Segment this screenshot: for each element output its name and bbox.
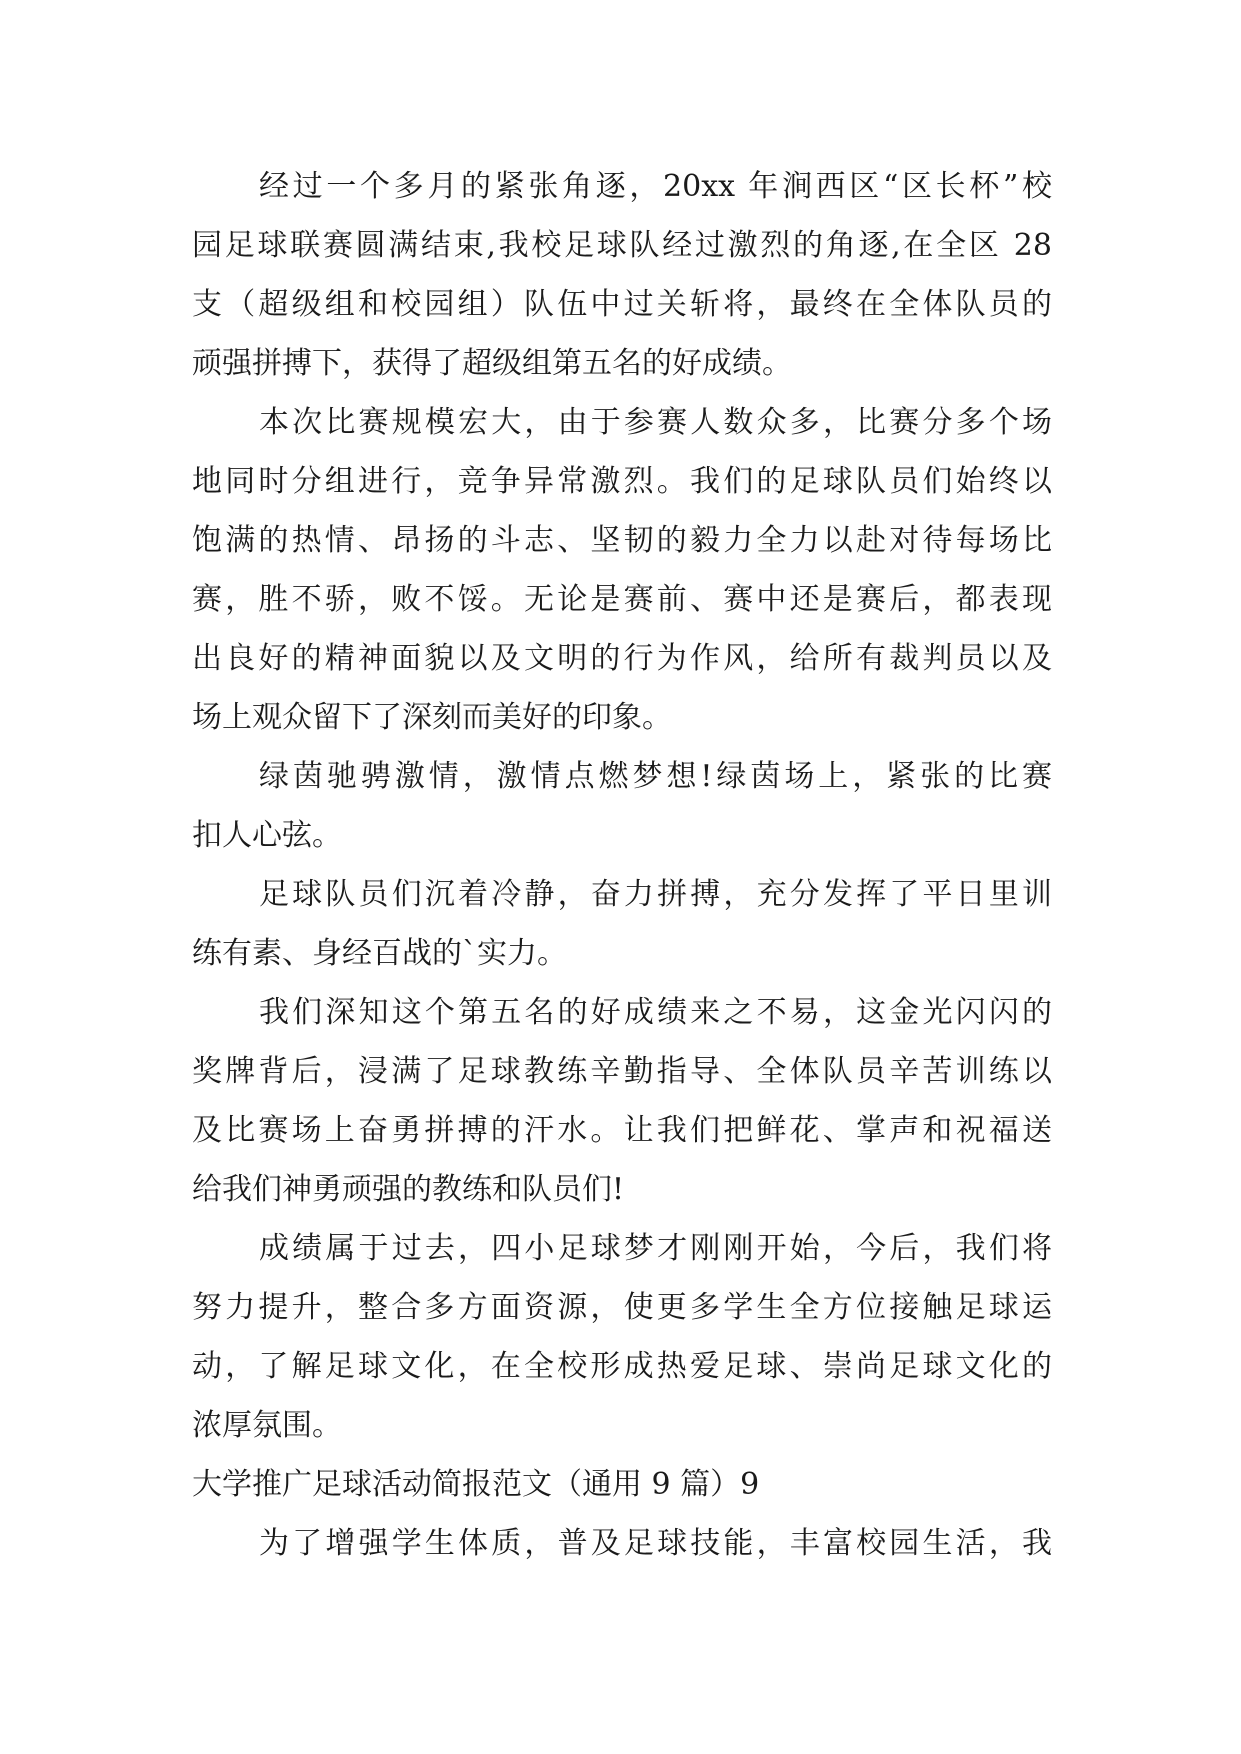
paragraph-4-line-2: 练有素、身经百战的`实力。 [192,936,567,971]
paragraph-2-line-4: 赛，胜不骄，败不馁。无论是赛前、赛中还是赛后，都表现 [192,582,1052,617]
paragraph-1-line-3: 支（超级组和校园组）队伍中过关斩将，最终在全体队员的 [192,287,1052,322]
paragraph-4-line-1: 足球队员们沉着冷静，奋力拼搏，充分发挥了平日里训 [259,877,1052,912]
paragraph-6-line-3: 动，了解足球文化，在全校形成热爱足球、崇尚足球文化的 [192,1349,1052,1384]
paragraph-3-line-1: 绿茵驰骋激情，激情点燃梦想!绿茵场上，紧张的比赛 [259,759,1052,794]
paragraph-5-line-1: 我们深知这个第五名的好成绩来之不易，这金光闪闪的 [259,995,1052,1030]
paragraph-6-line-1: 成绩属于过去，四小足球梦才刚刚开始，今后，我们将 [259,1231,1052,1266]
paragraph-1-line-4: 顽强拼搏下，获得了超级组第五名的好成绩。 [192,346,792,381]
paragraph-2-line-5: 出良好的精神面貌以及文明的行为作风，给所有裁判员以及 [192,641,1052,676]
paragraph-5-line-2: 奖牌背后，浸满了足球教练辛勤指导、全体队员辛苦训练以 [192,1054,1052,1089]
paragraph-6-line-4: 浓厚氛围。 [192,1408,342,1443]
section-heading: 大学推广足球活动简报范文（通用 9 篇）9 [192,1467,760,1502]
paragraph-1-line-1: 经过一个多月的紧张角逐，20xx 年涧西区“区长杯”校 [259,169,1052,204]
paragraph-2-line-1: 本次比赛规模宏大，由于参赛人数众多，比赛分多个场 [259,405,1052,440]
paragraph-2-line-6: 场上观众留下了深刻而美好的印象。 [192,700,672,735]
paragraph-3-line-2: 扣人心弦。 [192,818,342,853]
paragraph-1-line-2: 园足球联赛圆满结束,我校足球队经过激烈的角逐,在全区 28 [192,228,1052,263]
paragraph-7-line-1: 为了增强学生体质，普及足球技能，丰富校园生活，我 [259,1526,1052,1561]
paragraph-5-line-3: 及比赛场上奋勇拼搏的汗水。让我们把鲜花、掌声和祝福送 [192,1113,1052,1148]
paragraph-6-line-2: 努力提升，整合多方面资源，使更多学生全方位接触足球运 [192,1290,1052,1325]
paragraph-2-line-3: 饱满的热情、昂扬的斗志、坚韧的毅力全力以赴对待每场比 [192,523,1052,558]
paragraph-2-line-2: 地同时分组进行，竞争异常激烈。我们的足球队员们始终以 [192,464,1052,499]
paragraph-5-line-4: 给我们神勇顽强的教练和队员们! [192,1172,625,1207]
